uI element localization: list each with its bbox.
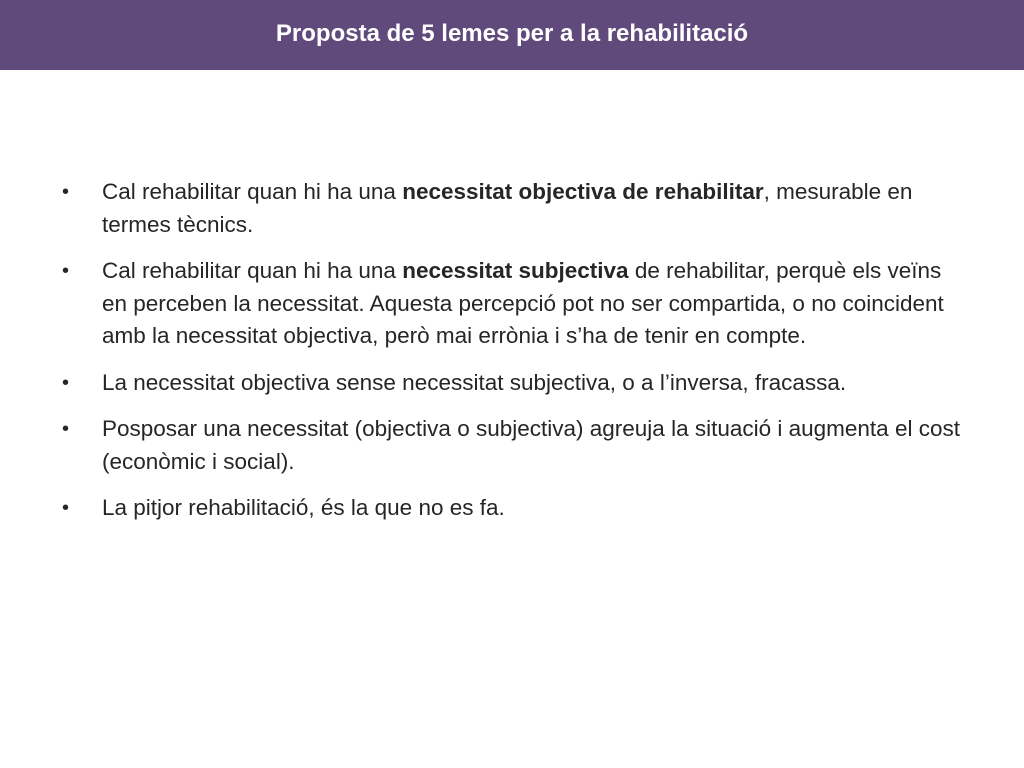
bullet-item <box>62 492 962 525</box>
bullet-icon: • <box>62 371 70 394</box>
bullet-text <box>102 179 912 237</box>
bullet-item <box>62 255 962 353</box>
bullet-icon: • <box>62 418 70 440</box>
bullet-icon: • <box>62 497 70 519</box>
text-segment: La necessitat objectiva sense necessitat subjectiva, o a l’inversa, fracassa. <box>102 369 847 395</box>
bullet-text <box>102 258 944 348</box>
bullet-list <box>62 176 962 525</box>
bullet-item <box>62 413 962 478</box>
slide-body <box>62 176 962 539</box>
bullet-icon: • <box>62 260 70 282</box>
bullet-text <box>102 370 846 395</box>
text-segment: Posposar una necessitat (objectiva o subjectiva) agreuja la situació i augmenta el cost (econòmic i social). <box>102 416 960 474</box>
title-bar <box>0 0 1024 70</box>
bullet-text <box>102 495 505 520</box>
text-segment: , mesurable en termes tècnics. <box>102 179 913 237</box>
bold-text-segment: necessitat subjectiva <box>402 258 629 283</box>
bullet-item <box>62 176 962 241</box>
bullet-text <box>102 416 960 474</box>
text-segment: La pitjor rehabilitació, és la que no es fa. <box>102 495 505 520</box>
bold-text-segment: necessitat objectiva de rehabilitar <box>402 179 764 204</box>
text-segment: Cal rehabilitar quan hi ha una <box>102 258 403 283</box>
text-segment: Cal rehabilitar quan hi ha una <box>102 179 403 204</box>
text-segment: de rehabilitar, perquè els veïns en perceben la necessitat. Aquesta percepció pot no ser compartida, o no coincident amb la necessitat objectiva, però mai errònia i s’ha de tenir en compte. <box>102 258 944 348</box>
bullet-item <box>62 367 962 400</box>
slide-title: Proposta de 5 lemes per a la rehabilitació <box>275 20 749 47</box>
bullet-icon: • <box>62 181 70 203</box>
